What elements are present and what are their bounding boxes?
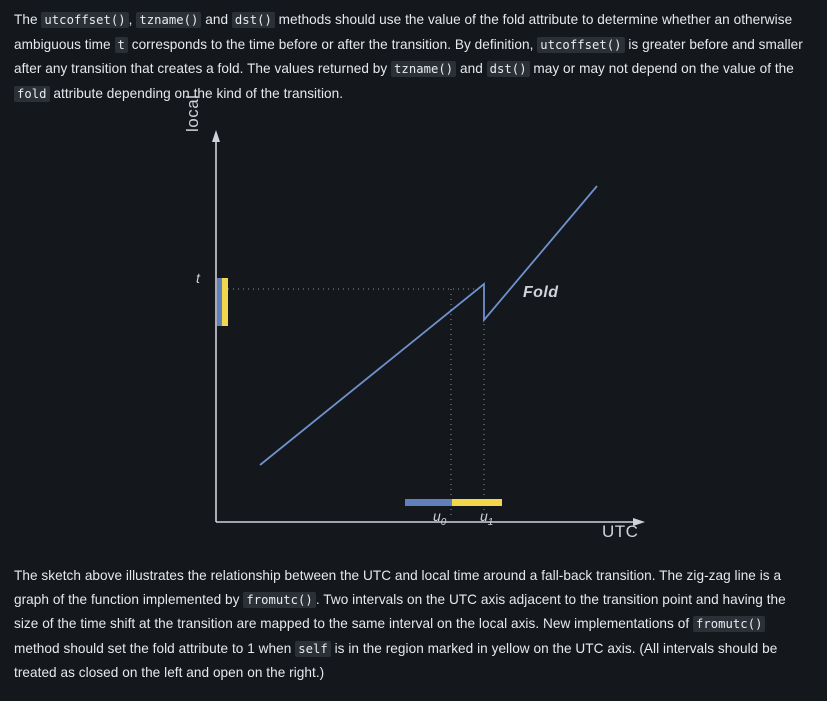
inline-code: fromutc(): [243, 592, 316, 608]
inline-code: dst(): [232, 12, 275, 28]
figure-utc-local-fold: [14, 94, 813, 554]
tick-label-utc-u0-sub: 0: [440, 516, 447, 528]
paragraph-top: The utcoffset() , tzname() and dst() methods should use the value of the fold attribute to determine whether an otherwise ambiguous time t corresponds to the time before or after the transition. By definition, utcoffset() is greater before and smaller after any transition that creates a fold. The values returned by tzname() and dst() may or may not depend on the value of the fold attribute depending on the kind of the transition.: [14, 12, 803, 101]
inline-code: t: [115, 37, 128, 53]
y-axis-arrow: [212, 130, 220, 142]
tick-label-utc-u1-base: u: [480, 508, 488, 524]
x-axis-label: UTC: [602, 522, 639, 541]
inline-code: fromutc(): [693, 616, 766, 632]
tick-label-utc-u1-sub: 1: [487, 516, 494, 528]
local-interval-blue-marker: [217, 278, 222, 326]
y-axis-label: local: [183, 94, 202, 132]
inline-code: self: [295, 641, 331, 657]
fold-annotation: Fold: [523, 284, 559, 301]
tick-label-utc-u0-base: u: [433, 508, 441, 524]
inline-code: dst(): [487, 61, 530, 77]
tick-label-utc-u0: [433, 508, 446, 528]
inline-code: utcoffset(): [537, 37, 624, 53]
fromutc-graph-line: [260, 186, 597, 465]
utc-interval-blue-marker: [405, 499, 452, 506]
inline-code: tzname(): [136, 12, 201, 28]
inline-code: utcoffset(): [41, 12, 128, 28]
inline-code: tzname(): [391, 61, 456, 77]
inline-code: fold: [14, 86, 50, 102]
local-interval-yellow-marker: [222, 278, 228, 326]
utc-interval-yellow-marker: [452, 499, 502, 506]
figure-svg: [14, 124, 813, 554]
tick-label-utc-u1: [480, 508, 493, 528]
tick-label-local-t: t: [196, 270, 200, 286]
paragraph-bottom: The sketch above illustrates the relationship between the UTC and local time around a fall-back transition. The zig-zag line is a graph of the function implemented by fromutc() . Two intervals on the UTC axis adjacent to the transition point and having the size of the time shift at the transition are mapped to the same interval on the local axis. New implementations of fromutc() method should set the fold attribute to 1 when self is in the region marked in yellow on the UTC axis. (All intervals should be treated as closed on the left and open on the right.): [14, 568, 786, 680]
